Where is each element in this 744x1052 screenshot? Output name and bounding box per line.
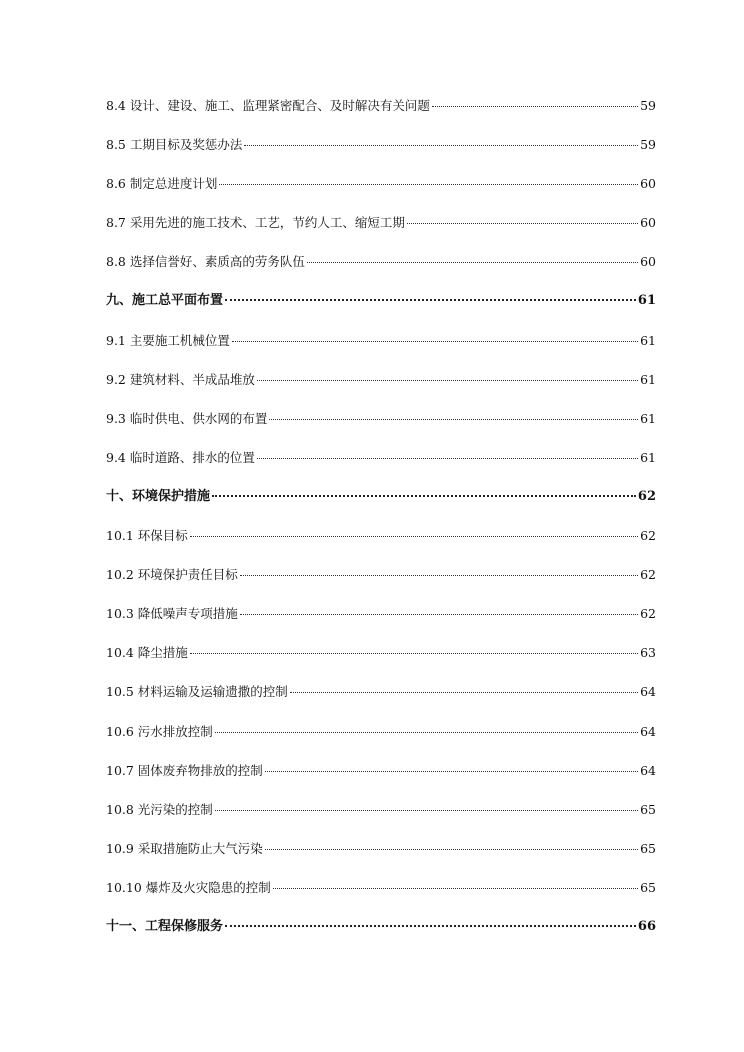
toc-leader-dots	[257, 458, 638, 459]
toc-entry-page: 64	[640, 762, 656, 778]
toc-entry[interactable]	[106, 603, 656, 625]
toc-leader-dots	[190, 536, 638, 537]
toc-chapter-page: 66	[637, 918, 656, 934]
toc-leader-dots	[190, 653, 638, 654]
toc-entry[interactable]	[106, 447, 656, 469]
toc-entry-page: 59	[640, 98, 656, 113]
toc-leader-dots	[244, 145, 638, 146]
toc-entry-title: 8.5 工期目标及奖惩办法	[106, 137, 243, 153]
toc-leader-dots	[215, 810, 638, 811]
toc-entry-page: 62	[640, 606, 656, 622]
toc-leader-dots	[432, 106, 638, 107]
toc-leader-dots	[265, 771, 638, 772]
toc-leader-dots	[225, 299, 636, 301]
toc-chapter-title: 十一、工程保修服务	[106, 918, 224, 934]
toc-entry[interactable]	[106, 838, 656, 860]
toc-leader-dots	[240, 614, 638, 615]
toc-leader-dots	[290, 692, 638, 693]
toc-leader-dots	[269, 419, 638, 420]
toc-chapter-page: 62	[637, 488, 656, 504]
table-of-contents	[106, 95, 656, 955]
toc-entry[interactable]	[106, 564, 656, 586]
toc-entry[interactable]	[106, 525, 656, 547]
toc-entry[interactable]	[106, 799, 656, 821]
toc-entry-title: 9.4 临时道路、排水的位置	[106, 449, 255, 465]
toc-entry-page: 60	[640, 215, 656, 231]
toc-leader-dots	[307, 262, 638, 263]
toc-chapter-entry[interactable]	[106, 486, 656, 508]
toc-entry-page: 61	[640, 371, 656, 387]
toc-entry-title: 8.8 选择信誉好、素质高的劳务队伍	[106, 254, 305, 270]
toc-entry[interactable]	[106, 721, 656, 743]
toc-entry[interactable]	[106, 95, 656, 117]
toc-entry-title: 10.10 爆炸及火灾隐患的控制	[106, 879, 271, 895]
toc-leader-dots	[273, 888, 638, 889]
toc-entry-page: 59	[640, 137, 656, 153]
toc-leader-dots	[257, 380, 638, 381]
toc-leader-dots	[265, 849, 638, 850]
toc-entry[interactable]	[106, 642, 656, 664]
toc-entry-page: 62	[640, 567, 656, 583]
toc-chapter-entry[interactable]	[106, 916, 656, 938]
toc-entry-page: 64	[640, 723, 656, 739]
toc-chapter-title: 十、环境保护措施	[106, 488, 211, 504]
toc-entry-page: 61	[640, 332, 656, 348]
toc-entry[interactable]	[106, 760, 656, 782]
toc-entry-page: 63	[640, 645, 656, 661]
toc-entry-title: 10.9 采取措施防止大气污染	[106, 840, 263, 856]
toc-entry-title: 9.1 主要施工机械位置	[106, 332, 230, 348]
toc-leader-dots	[407, 223, 638, 224]
toc-entry-page: 65	[640, 879, 656, 895]
toc-entry[interactable]	[106, 681, 656, 703]
toc-entry[interactable]	[106, 330, 656, 352]
toc-entry[interactable]	[106, 173, 656, 195]
toc-entry-title: 10.1 环保目标	[106, 528, 188, 544]
toc-entry-title: 9.3 临时供电、供水网的布置	[106, 410, 268, 426]
toc-leader-dots	[240, 575, 638, 576]
toc-entry-page: 60	[640, 176, 656, 192]
toc-entry[interactable]	[106, 134, 656, 156]
toc-entry-title: 9.2 建筑材料、半成品堆放	[106, 371, 255, 387]
toc-entry-page: 61	[640, 449, 656, 465]
toc-entry-title: 10.3 降低噪声专项措施	[106, 606, 238, 622]
toc-chapter-title: 九、施工总平面布置	[106, 293, 224, 309]
toc-entry-page: 65	[640, 840, 656, 856]
toc-entry-page: 65	[640, 801, 656, 817]
toc-entry-page: 61	[640, 410, 656, 426]
toc-entry-title: 10.6 污水排放控制	[106, 723, 213, 739]
toc-entry[interactable]	[106, 251, 656, 273]
toc-chapter-entry[interactable]	[106, 290, 656, 312]
toc-leader-dots	[219, 184, 638, 185]
toc-chapter-page: 61	[637, 293, 656, 309]
toc-entry-page: 64	[640, 684, 656, 700]
toc-entry[interactable]	[106, 877, 656, 899]
toc-entry-title: 10.4 降尘措施	[106, 645, 188, 661]
toc-leader-dots	[215, 732, 638, 733]
toc-leader-dots	[225, 925, 636, 927]
toc-entry-title: 10.5 材料运输及运输遗撒的控制	[106, 684, 288, 700]
toc-leader-dots	[212, 495, 636, 497]
toc-entry-title: 10.2 环境保护责任目标	[106, 567, 238, 583]
toc-entry[interactable]	[106, 369, 656, 391]
toc-entry-title: 8.7 采用先进的施工技术、工艺，节约人工、缩短工期	[106, 215, 405, 231]
toc-entry-page: 60	[640, 254, 656, 270]
toc-entry-title: 8.4 设计、建设、施工、监理紧密配合、及时解决有关问题	[106, 98, 430, 113]
toc-entry-page: 62	[640, 528, 656, 544]
toc-leader-dots	[232, 341, 638, 342]
toc-entry-title: 10.8 光污染的控制	[106, 801, 213, 817]
toc-entry-title: 8.6 制定总进度计划	[106, 176, 218, 192]
toc-entry[interactable]	[106, 212, 656, 234]
toc-entry-title: 10.7 固体废弃物排放的控制	[106, 762, 263, 778]
toc-entry[interactable]	[106, 408, 656, 430]
